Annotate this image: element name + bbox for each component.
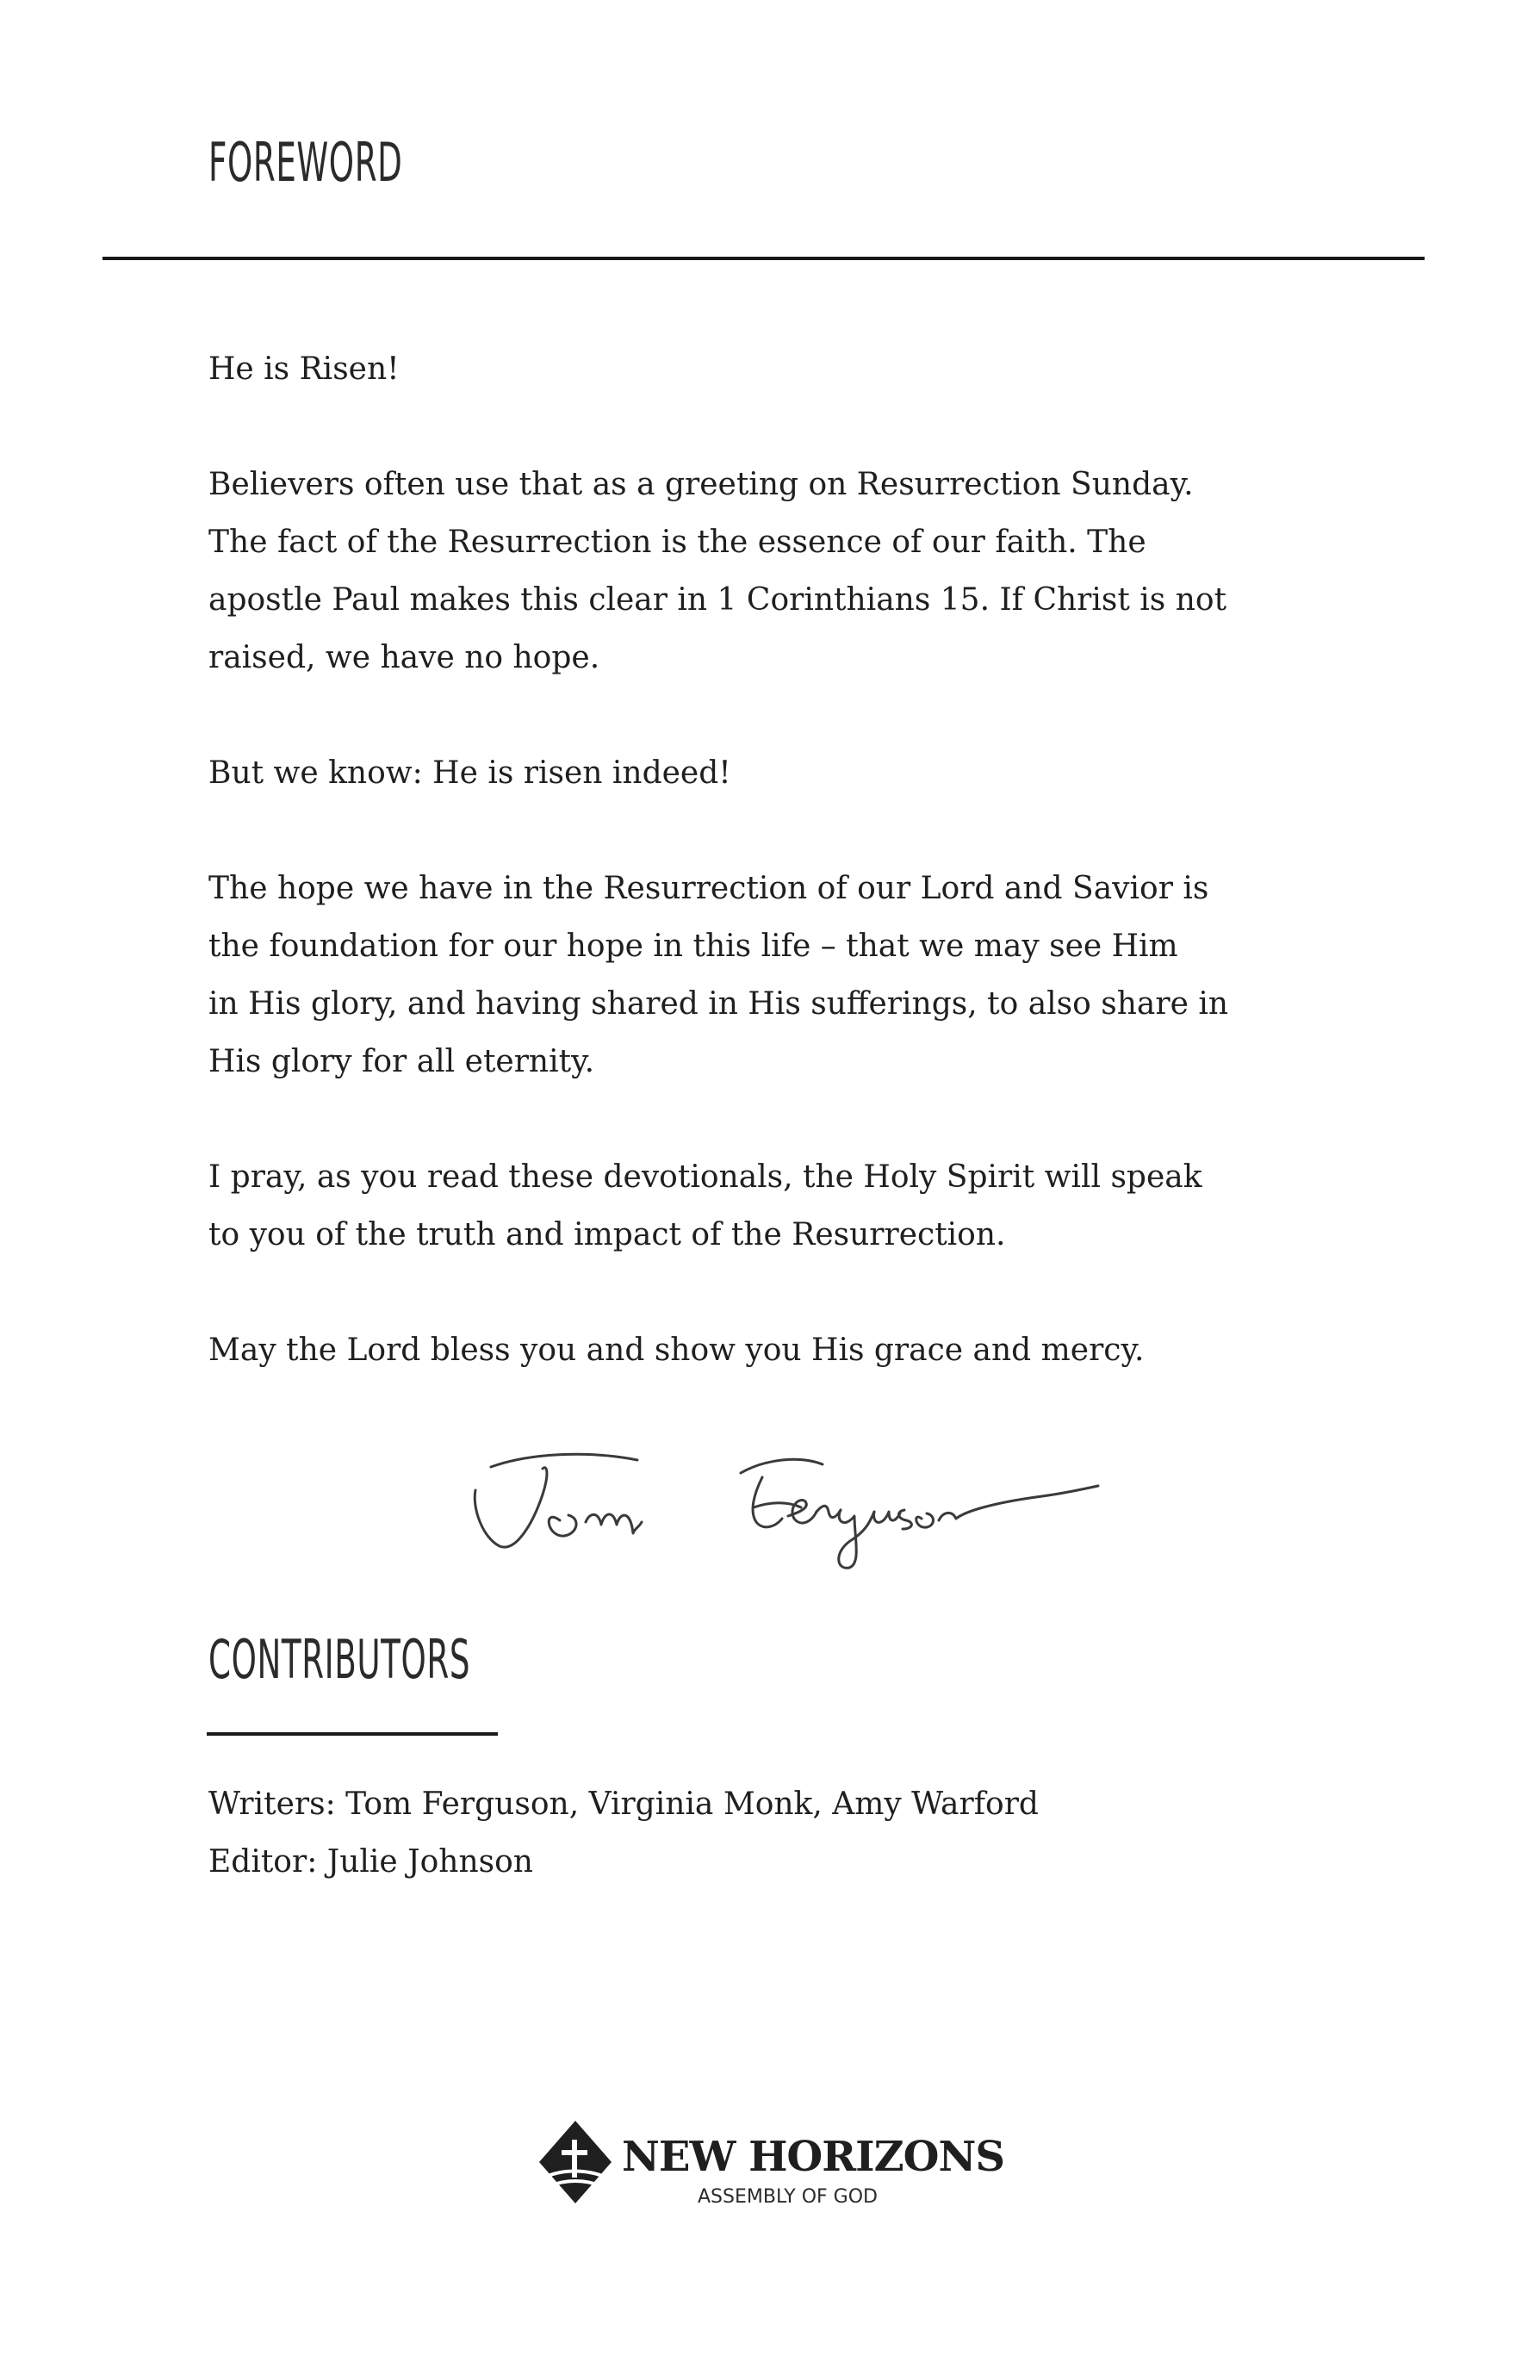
church-logo [536, 2117, 1018, 2229]
editor-line: Editor: Julie Johnson [208, 1844, 533, 1880]
foreword-body [208, 340, 1363, 1437]
foreword-paragraph: But we know: He is risen indeed! [208, 755, 731, 791]
foreword-paragraph: The hope we have in the Resurrection of our Lord and Savior is the foundation for our hope in this life – that we may see Him in His glory, and having shared in His sufferings, to also share in His glory for all eternity. [208, 871, 1229, 1079]
logo-name: NEW HORIZONS [622, 2133, 1004, 2181]
signature [456, 1426, 1128, 1572]
foreword-paragraph: May the Lord bless you and show you His grace and mercy. [208, 1333, 1145, 1368]
foreword-paragraph: I pray, as you read these devotionals, the Holy Spirit will speak to you of the truth and impact of the Resurrection. [208, 1159, 1202, 1252]
contributors-divider [207, 1732, 498, 1736]
diamond-cross-icon [536, 2117, 615, 2212]
foreword-divider [102, 257, 1425, 260]
foreword-paragraph: Believers often use that as a greeting on Resurrection Sunday. The fact of the Resurrection is the essence of our faith. The apostle Paul makes this clear in 1 Corinthians 15. If Christ is not raised, we have no hope. [208, 467, 1227, 675]
writers-line: Writers: Tom Ferguson, Virginia Monk, Amy Warford [208, 1787, 1039, 1822]
contributors-body [208, 1775, 1363, 1891]
contributors-heading: CONTRIBUTORS [208, 1628, 471, 1691]
foreword-paragraph: He is Risen! [208, 351, 400, 387]
logo-subtitle: ASSEMBLY OF GOD [698, 2186, 878, 2208]
foreword-heading: FOREWORD [208, 131, 403, 194]
